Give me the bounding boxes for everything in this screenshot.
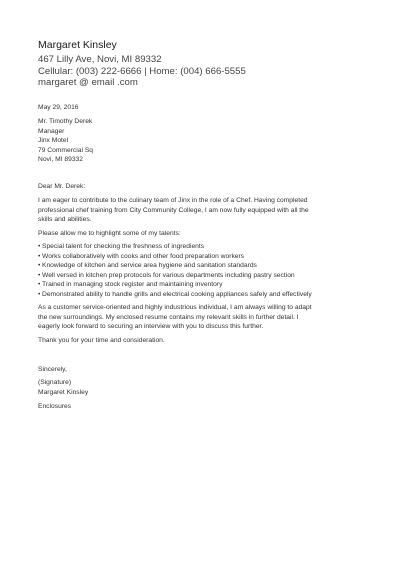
recipient-title: Manager bbox=[38, 127, 65, 135]
bullet-icon: • bbox=[38, 290, 41, 298]
list-item bbox=[38, 252, 368, 262]
talent-text: Demonstrated ability to handle grills and electrical cooking appliances safely and effectively bbox=[42, 290, 312, 298]
sender-address: 467 Lilly Ave, Novi, MI 89332 bbox=[38, 54, 162, 65]
signoff: Sincerely, bbox=[38, 366, 67, 373]
list-item bbox=[38, 280, 368, 290]
talents-intro: Please allow me to highlight some of my talents: bbox=[38, 230, 181, 237]
closing-line: the new surroundings. My enclosed resume contains my relevant skills in further detail. I bbox=[38, 313, 299, 321]
bullet-icon: • bbox=[38, 243, 41, 250]
enclosures-note: Enclosures bbox=[38, 403, 72, 410]
talent-text: Works collaboratively with cooks and other food preparation workers bbox=[42, 252, 245, 260]
sender-name: Margaret Kinsley bbox=[38, 39, 117, 51]
talent-text: Trained in managing stock register and maintaining inventory bbox=[42, 281, 223, 288]
signature-name: Margaret Kinsley bbox=[38, 388, 89, 396]
salutation: Dear Mr. Derek: bbox=[38, 183, 86, 190]
list-item bbox=[38, 290, 368, 300]
recipient-block bbox=[38, 117, 368, 165]
intro-paragraph bbox=[38, 196, 368, 225]
recipient-street: 79 Commercial Sq bbox=[38, 146, 94, 154]
bullet-icon: • bbox=[38, 281, 41, 288]
intro-line: professional chef training from City Community College, I am now fully equipped with all the bbox=[38, 206, 309, 214]
bullet-icon: • bbox=[38, 252, 41, 260]
recipient-city: Novi, MI 89332 bbox=[38, 156, 83, 163]
sender-contact bbox=[38, 54, 246, 89]
signature-placeholder: (Signature) bbox=[38, 379, 72, 386]
signature-block bbox=[38, 378, 368, 397]
thanks-line: Thank you for your time and consideration. bbox=[38, 337, 165, 344]
recipient-company: Jinx Motel bbox=[38, 137, 69, 144]
talent-text: Knowledge of kitchen and service area hygiene and sanitation standards bbox=[42, 262, 257, 269]
talent-text: Special talent for checking the freshness of ingredients bbox=[42, 243, 205, 250]
closing-paragraph bbox=[38, 303, 368, 332]
letter-date: May 29, 2016 bbox=[38, 104, 79, 111]
talent-text: Well versed in kitchen prep protocols for various departments including pastry section bbox=[42, 271, 295, 279]
closing-line: eagerly look forward to securing an interview with you to discuss this further. bbox=[38, 323, 264, 330]
talents-list bbox=[38, 242, 368, 299]
intro-line: skills and abilities. bbox=[38, 216, 92, 223]
list-item bbox=[38, 242, 368, 252]
intro-line: I am eager to contribute to the culinary team of Jinx in the role of a Chef. Having completed bbox=[38, 197, 308, 204]
sender-phones: Cellular: (003) 222-6666 | Home: (004) 666-5555 bbox=[38, 65, 246, 77]
recipient-name: Mr. Timothy Derek bbox=[38, 118, 93, 125]
closing-line: As a customer service-oriented and highly industrious individual, I am always willing to adapt bbox=[38, 304, 312, 311]
list-item bbox=[38, 261, 368, 271]
list-item bbox=[38, 271, 368, 281]
bullet-icon: • bbox=[38, 271, 41, 279]
bullet-icon: • bbox=[38, 262, 41, 269]
sender-email: margaret @ email .com bbox=[38, 77, 138, 88]
